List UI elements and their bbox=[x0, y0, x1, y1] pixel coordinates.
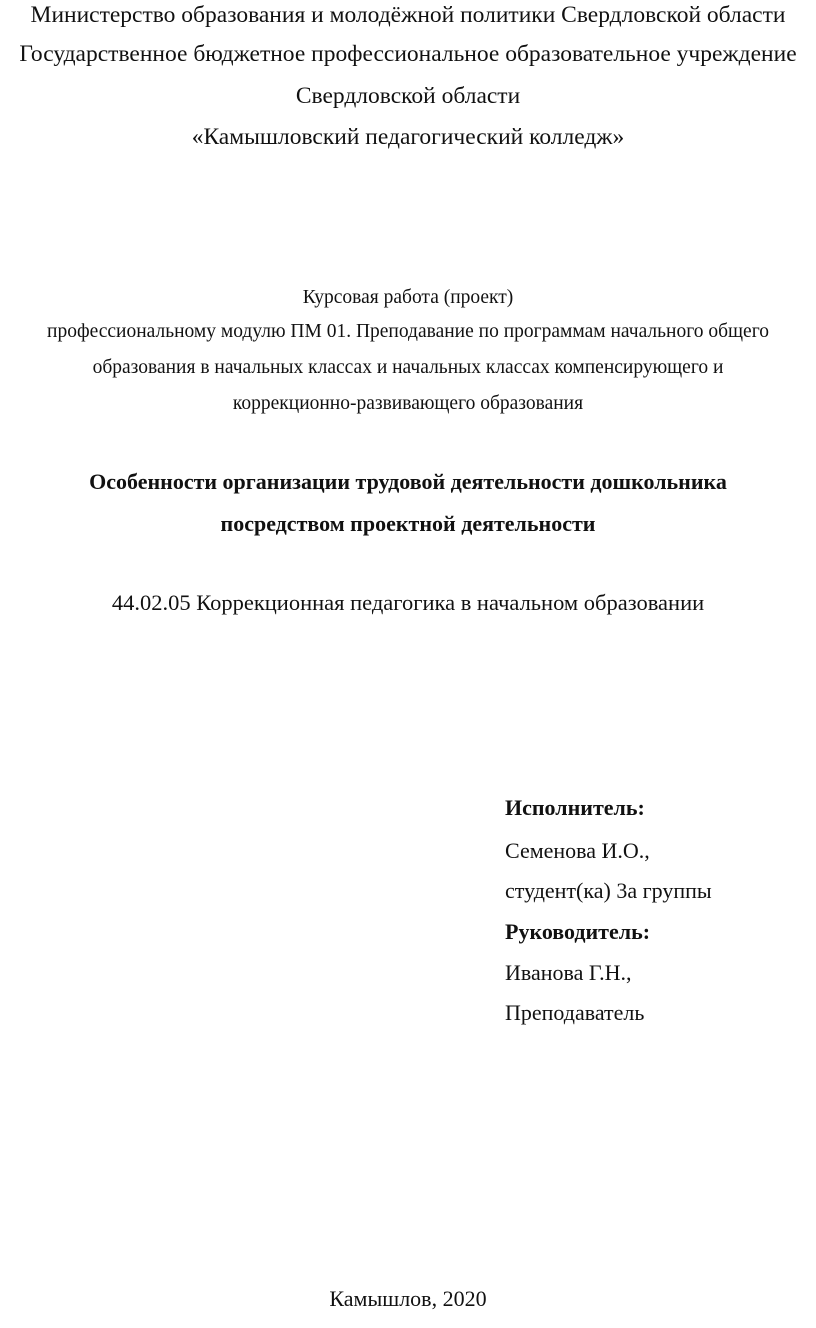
module-line2: образования в начальных классах и начальных классах компенсирующего и bbox=[92, 357, 724, 378]
specialty: 44.02.05 Коррекционная педагогика в начальном образовании bbox=[111, 590, 705, 615]
executor-group: студент(ка) 3а группы bbox=[505, 878, 712, 903]
supervisor-position: Преподаватель bbox=[505, 1000, 645, 1025]
supervisor-name: Иванова Г.Н., bbox=[505, 960, 632, 985]
executor-name: Семенова И.О., bbox=[505, 838, 650, 863]
institution-name-line2: Свердловской области bbox=[295, 83, 521, 109]
module-line1: профессиональному модулю ПМ 01. Преподавание по программам начального общего bbox=[47, 321, 769, 342]
city-year: Камышлов, 2020 bbox=[329, 1286, 487, 1311]
work-type: Курсовая работа (проект) bbox=[302, 287, 514, 308]
executor-label: Исполнитель: bbox=[505, 795, 645, 820]
supervisor-label: Руководитель: bbox=[505, 919, 651, 944]
work-title-line2: посредством проектной деятельности bbox=[220, 511, 596, 536]
institution-name-line1: Государственное бюджетное профессиональное образовательное учреждение bbox=[19, 41, 797, 67]
college-name: «Камышловский педагогический колледж» bbox=[191, 124, 625, 150]
work-title-line1: Особенности организации трудовой деятельности дошкольника bbox=[89, 469, 727, 494]
module-line3: коррекционно-развивающего образования bbox=[232, 393, 584, 414]
ministry-name: Министерство образования и молодёжной политики Свердловской области bbox=[30, 2, 786, 28]
